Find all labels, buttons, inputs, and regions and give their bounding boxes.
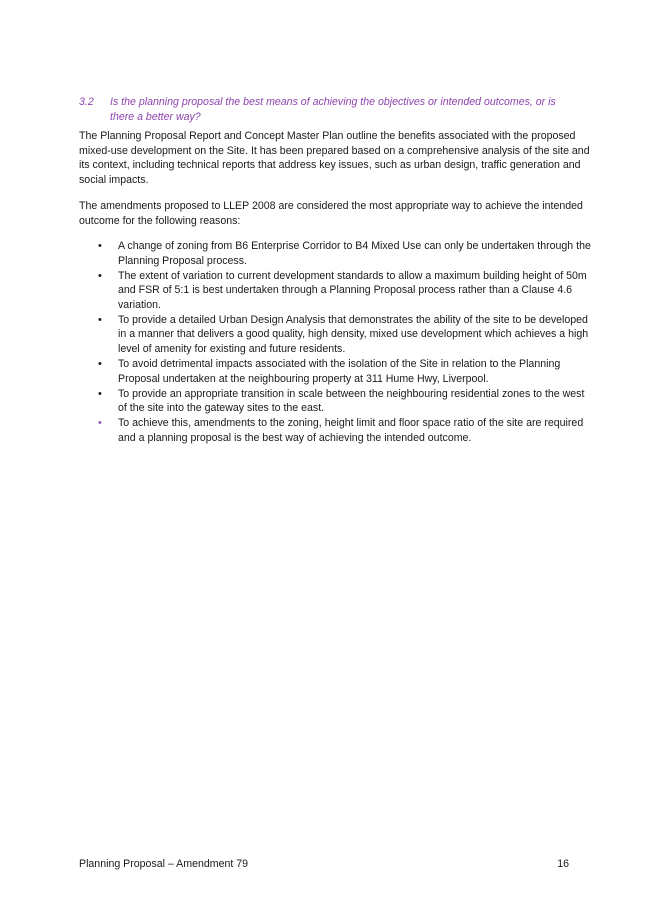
list-item xyxy=(79,313,591,357)
list-item xyxy=(79,416,591,445)
list-item-text: A change of zoning from B6 Enterprise Corridor to B4 Mixed Use can only be undertaken through the Planning Proposal process. xyxy=(118,240,591,267)
bullet-icon: • xyxy=(98,269,102,282)
list-item-text: To achieve this, amendments to the zoning, height limit and floor space ratio of the site are required and a planning proposal is the best way of achieving the intended outcome. xyxy=(118,417,584,444)
list-item-text: To provide a detailed Urban Design Analysis that demonstrates the ability of the site to be developed in a manner that delivers a good quality, high density, mixed use development which achieves a high level of amenity for existing and future residents. xyxy=(118,313,589,355)
section-title: Is the planning proposal the best means of achieving the objectives or intended outcomes, or is there a better way? xyxy=(110,96,556,123)
paragraph-intro: The Planning Proposal Report and Concept Master Plan outline the benefits associated with the proposed mixed-use development on the Site. It has been prepared based on a comprehensive analysis of the site and its context, including technical reports that address key issues, such as urban design, traffic generation and social impacts. xyxy=(79,130,590,186)
list-item-text: To avoid detrimental impacts associated with the isolation of the Site in relation to the Planning Proposal undertaken at the neighbouring property at 311 Hume Hwy, Liverpool. xyxy=(118,357,561,385)
bullet-icon: • xyxy=(98,240,102,252)
list-item xyxy=(79,269,591,313)
footer-title: Planning Proposal – Amendment 79 xyxy=(79,858,249,870)
bullet-icon: • xyxy=(98,417,102,430)
list-item xyxy=(79,357,591,386)
page-number: 16 xyxy=(557,858,569,870)
section-heading xyxy=(79,95,579,124)
reasons-list xyxy=(79,239,591,446)
list-item-text: The extent of variation to current development standards to allow a maximum building height of 50m and FSR of 5:1 is best undertaken through a Planning Proposal process rather than a Clause 4.6 variation. xyxy=(118,269,587,311)
list-item-text: To provide an appropriate transition in scale between the neighbouring residential zones to the west of the site into the gateway sites to the east. xyxy=(118,387,585,415)
list-item xyxy=(79,239,591,268)
bullet-icon: • xyxy=(98,357,102,370)
list-item xyxy=(79,387,591,416)
section-number: 3.2 xyxy=(79,96,94,108)
paragraph-amendments: The amendments proposed to LLEP 2008 are considered the most appropriate way to achieve the intended outcome for the following reasons: xyxy=(79,200,583,227)
bullet-icon: • xyxy=(98,387,102,400)
bullet-icon: • xyxy=(98,313,102,326)
